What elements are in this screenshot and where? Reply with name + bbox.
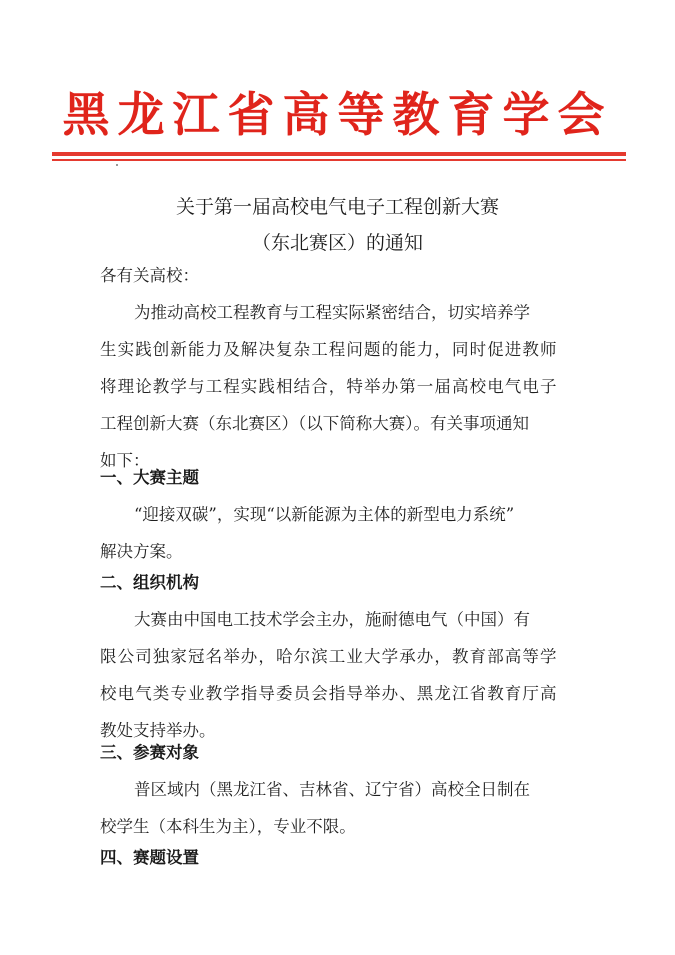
section-line: 大赛由中国电工技术学会主办，施耐德电气（中国）有	[134, 610, 530, 629]
letterhead-org-name: 黑龙江省高等教育学会	[62, 88, 613, 143]
salutation: 各有关高校：	[100, 266, 199, 285]
section-line: 解决方案。	[100, 542, 183, 561]
notice-title-line-1: 关于第一届高校电气电子工程创新大赛	[175, 196, 499, 218]
intro-line: 如下：	[100, 451, 150, 470]
section-line: 校学生（本科生为主），专业不限。	[100, 817, 356, 836]
notice-title-line-2: （东北赛区）的通知	[251, 232, 423, 254]
section-heading-participants: 三、参赛对象	[100, 743, 199, 762]
intro-line: 将理论教学与工程实践相结合，特举办第一届高校电气电子	[100, 377, 558, 396]
section-line: 教处支持举办。	[100, 721, 216, 740]
section-heading-topics: 四、赛题设置	[100, 848, 199, 867]
section-line: “迎接双碳”，实现“以新能源为主体的新型电力系统”	[134, 505, 515, 524]
section-line: 普区域内（黑龙江省、吉林省、辽宁省）高校全日制在	[134, 780, 530, 799]
letterhead-rule-thin	[52, 159, 626, 161]
section-heading-organization: 二、组织机构	[100, 573, 199, 592]
intro-line: 工程创新大赛（东北赛区）（以下简称大赛）。有关事项通知	[100, 414, 529, 433]
scan-mark	[116, 164, 118, 166]
section-heading-theme: 一、大赛主题	[100, 468, 199, 487]
intro-line: 为推动高校工程教育与工程实际紧密结合，切实培养学	[134, 303, 530, 322]
section-line: 校电气类专业教学指导委员会指导举办、黑龙江省教育厅高	[100, 684, 558, 703]
section-line: 限公司独家冠名举办，哈尔滨工业大学承办，教育部高等学	[100, 647, 558, 666]
letterhead-rule-thick	[52, 152, 626, 156]
intro-line: 生实践创新能力及解决复杂工程问题的能力，同时促进教师	[100, 340, 558, 359]
